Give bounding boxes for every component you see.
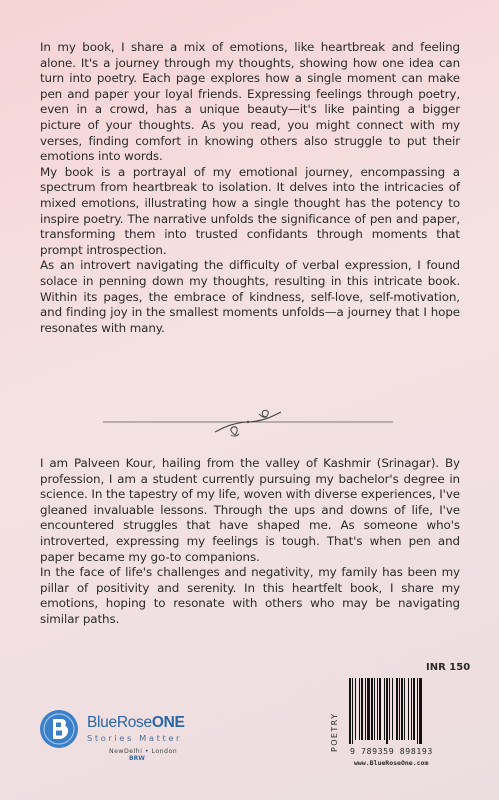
bio-paragraph-2: In the face of life's challenges and negativity, my family has been my pillar of positivity and serenity. In this heartfelt book, I share my emotions, hoping to resonate with others who may be navigating similar paths.: [40, 565, 460, 626]
author-bio: [40, 456, 460, 628]
description-paragraph-1: In my book, I share a mix of emotions, like heartbreak and feeling alone. It's a journey through my thoughts, showing how one idea can turn into poetry. Each page explores how a single moment can make pen and paper your loyal friends. Expressing feelings through poetry, even in a crowd, has a unique beauty—it's like painting a bigger picture of your thoughts. As you read, you might connect with my verses, finding comfort in knowing others also struggle to put their emotions into words.: [40, 40, 460, 164]
book-description: [40, 40, 460, 336]
barcode-bar: [411, 678, 412, 740]
barcode-bar: [386, 678, 388, 744]
barcode-bar: [359, 678, 360, 740]
barcode-bar: [392, 678, 393, 740]
publisher-website: www.BlueRoseOne.com: [354, 759, 429, 767]
barcode-bar: [389, 678, 390, 740]
barcode-bar: [399, 678, 400, 740]
isbn-barcode: [349, 678, 455, 744]
barcode-bar: [419, 678, 422, 744]
barcode-bar: [365, 678, 366, 740]
publisher-name-part2: ONE: [151, 714, 185, 731]
barcode-bar: [371, 678, 373, 740]
ornamental-divider-icon: [103, 408, 393, 438]
barcode-bar: [349, 678, 351, 744]
isbn-number: 9 789359 898193: [350, 746, 433, 756]
barcode-bar: [413, 678, 415, 740]
publisher-tagline: Stories Matter: [87, 733, 183, 743]
barcode-bar: [404, 678, 405, 740]
publisher-name: [87, 714, 185, 732]
bluerose-logo-icon: [39, 709, 79, 749]
publisher-name-part1: BlueRose: [87, 714, 152, 731]
barcode-bar: [377, 678, 378, 740]
barcode-bar: [361, 678, 363, 740]
genre-label: POETRY: [330, 712, 339, 752]
barcode-bar: [379, 678, 381, 740]
price-label: INR 150: [426, 662, 471, 673]
barcode-bar: [408, 678, 409, 740]
barcode-bar: [384, 678, 385, 740]
publisher-brand: [87, 714, 185, 762]
description-paragraph-2: My book is a portrayal of my emotional journey, encompassing a spectrum from heartbreak to isolation. It delves into the intricacies of mixed emotions, illustrating how a single thought has the potency to inspire poetry. The narrative unfolds the significance of pen and paper, transforming them into trusted confidants through moments that prompt introspection.: [40, 164, 460, 257]
barcode-bar: [396, 678, 398, 740]
barcode-bar: [355, 678, 356, 740]
description-paragraph-3: As an introvert navigating the difficulty of verbal expression, I found solace in penning down my thoughts, resulting in this intricate book. Within its pages, the embrace of kindness, self-love, self-motivation, and finding joy in the smallest moments unfolds—a journey that I hope resonates with many.: [40, 258, 460, 335]
barcode-bar: [367, 678, 370, 740]
barcode-bar: [417, 678, 418, 744]
publisher-mark: BRW: [129, 755, 145, 762]
barcode-bar: [374, 678, 375, 740]
barcode-bar: [352, 678, 353, 744]
barcode-bar: [401, 678, 403, 740]
bio-paragraph-1: I am Palveen Kour, hailing from the valley of Kashmir (Srinagar). By profession, I am a student currently pursuing my bachelor's degree in science. In the tapestry of my life, woven with diverse experiences, I've gleaned invaluable lessons. Through the ups and downs of life, I've encountered struggles that have shaped me. As someone who's introverted, expressing my feelings is tough. That's when pen and paper became my go-to companions.: [40, 456, 460, 564]
publisher-cities: NewDelhi • London: [109, 748, 178, 755]
